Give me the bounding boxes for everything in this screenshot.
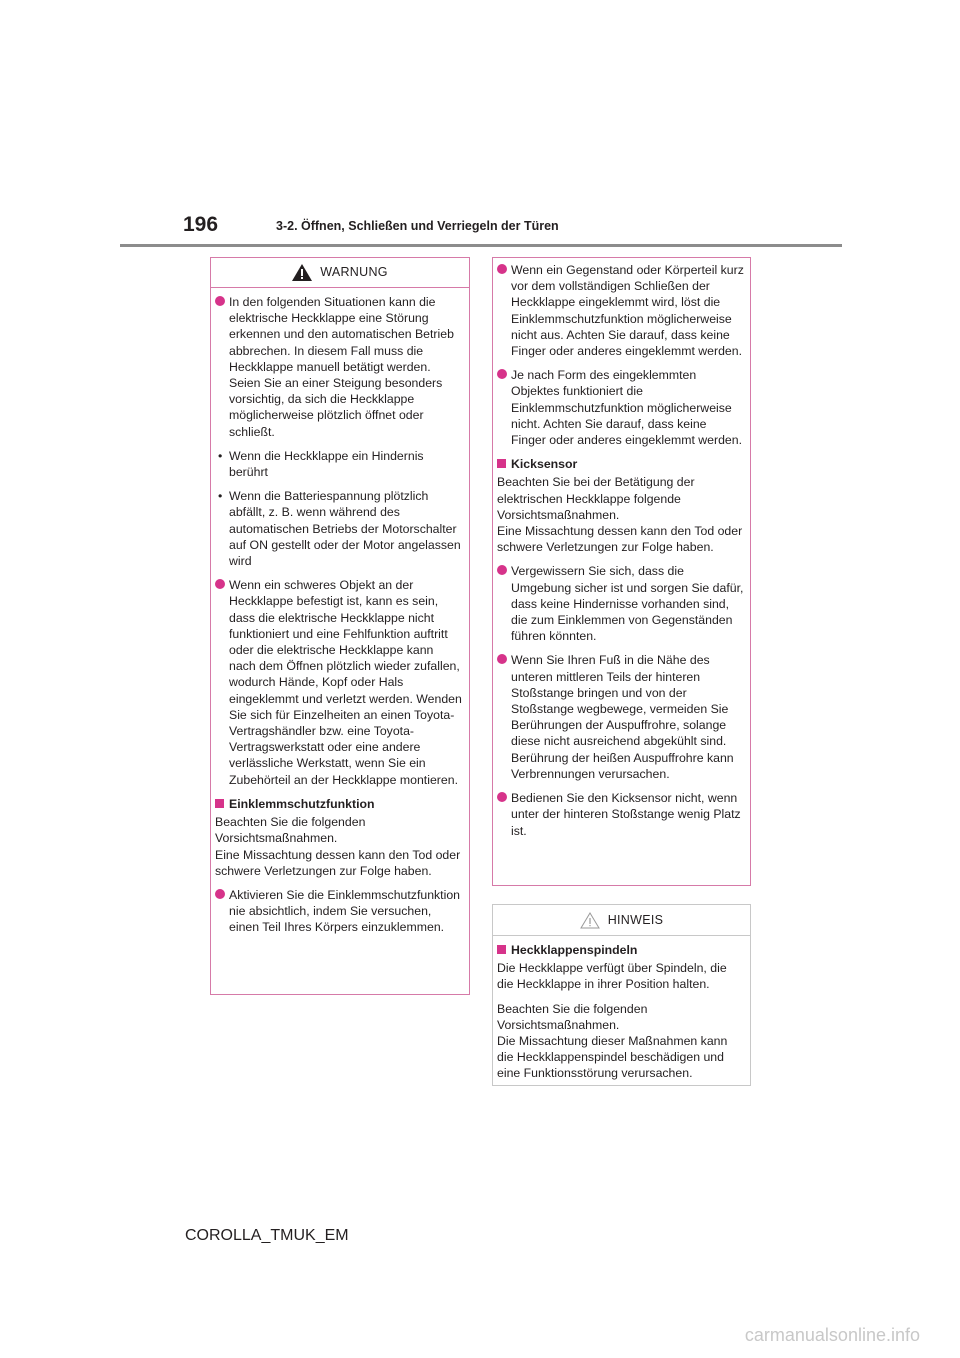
bullet-dot-icon <box>215 579 225 589</box>
heading-square-icon <box>215 799 224 808</box>
bullet-dot-icon <box>215 889 225 899</box>
item-text: Beachten Sie bei der Betätigung der elektrischen Heckklappe folgende Vorsichtsmaßnahmen. Eine Missachtung dessen kann den Tod oder schwere Verletzungen zur Folge haben. <box>497 475 743 555</box>
section-heading <box>497 456 744 472</box>
item-text: Wenn die Heckklappe ein Hindernis berührt <box>229 448 424 480</box>
paragraph <box>497 474 744 555</box>
bullet-item <box>497 262 744 359</box>
warning-body <box>211 288 469 950</box>
sub-bullet-icon: • <box>218 489 223 504</box>
paragraph <box>215 814 463 879</box>
warning-title: WARNUNG <box>320 265 388 280</box>
item-text: Beachten Sie die folgenden Vorsichtsmaßnahmen. Eine Missachtung dessen kann den Tod oder schwere Verletzungen zur Folge haben. <box>215 815 461 878</box>
chapter-title: 3-2. Öffnen, Schließen und Verriegeln der Türen <box>276 219 559 233</box>
bullet-dot-icon <box>497 654 507 664</box>
item-text: Die Heckklappe verfügt über Spindeln, die die Heckklappe in ihrer Position halten. <box>497 961 727 992</box>
bullet-item <box>215 577 463 788</box>
item-text: Wenn Sie Ihren Fuß in die Nähe des unteren mittleren Teils der hinteren Stoßstange bringen und von der Stoßstange wegbewege, vermeiden Sie Berührungen der Auspuffrohre, solange diese nicht ausreichend abgekühlt sind. Berührung der heißen Auspuffrohre kann Verbrennungen verursachen. <box>511 653 734 781</box>
item-text: Wenn die Batteriespannung plötzlich abfällt, z. B. wenn während des automatischen Betriebs der Motorschalter auf ON gestellt oder der Motor angelassen wird <box>229 489 461 569</box>
item-text: Heckklappenspindeln <box>511 943 638 957</box>
paragraph <box>497 960 744 992</box>
heading-square-icon <box>497 459 506 468</box>
item-text: Vergewissern Sie sich, dass die Umgebung sicher ist und sorgen Sie dafür, dass keine Hindernisse vorhanden sind, die zum Einklemmen von Gegenständen führen könnten. <box>511 564 744 644</box>
sub-bullet-icon: • <box>218 448 223 463</box>
bullet-dot-icon <box>497 369 507 379</box>
bullet-item <box>497 790 744 839</box>
bullet-item <box>497 367 744 448</box>
item-text: Wenn ein Gegenstand oder Körperteil kurz vor dem vollständigen Schließen der Heckklappe eingeklemmt wird, löst die Einklemmschutzfunktion möglicherweise nicht aus. Achten Sie darauf, dass keine Finger oder anderes eingeklemmt werden. <box>511 263 744 359</box>
item-text: Bedienen Sie den Kicksensor nicht, wenn unter der hinteren Stoßstange wenig Platz ist. <box>511 791 741 838</box>
item-text: Je nach Form des eingeklemmten Objektes funktioniert die Einklemmschutzfunktion möglicherweise nicht. Achten Sie darauf, dass keine Finger oder anderes eingeklemmt werden. <box>511 368 743 448</box>
bullet-dot-icon <box>497 264 507 274</box>
caution-outline-icon <box>580 912 600 929</box>
item-text: Aktivieren Sie die Einklemmschutzfunktion nie absichtlich, indem Sie versuchen, einen Teil Ihres Körpers einzuklemmen. <box>229 887 461 935</box>
warning-continued-body <box>493 258 750 853</box>
footer-document-code: COROLLA_TMUK_EM <box>185 1227 349 1244</box>
section-heading <box>497 942 744 958</box>
note-box <box>492 904 751 1086</box>
heading-square-icon <box>497 945 506 954</box>
bullet-dot-icon <box>215 296 225 306</box>
bullet-item <box>497 563 744 644</box>
sub-list-item <box>215 448 463 480</box>
warning-box-continued <box>492 257 751 886</box>
bullet-dot-icon <box>497 792 507 802</box>
item-text: Beachten Sie die folgenden Vorsichtsmaßnahmen. Die Missachtung dieser Maßnahmen kann die Heckklappenspindel beschädigen und eine Funktionsstörung verursachen. <box>497 1001 728 1081</box>
note-body <box>493 936 750 1096</box>
bullet-dot-icon <box>497 565 507 575</box>
item-text: Kicksensor <box>511 457 578 472</box>
bullet-item <box>215 887 463 936</box>
note-title: HINWEIS <box>607 912 664 927</box>
bullet-item <box>497 652 744 782</box>
warning-box <box>210 257 470 995</box>
sub-list-item <box>215 488 463 569</box>
item-text: Einklemmschutzfunktion <box>229 796 375 811</box>
bullet-item <box>215 294 463 440</box>
note-header <box>493 905 750 936</box>
watermark-text: carmanualsonline.info <box>744 1325 920 1345</box>
item-text: Wenn ein schweres Objekt an der Heckklappe befestigt ist, kann es sein, dass die elektrische Heckklappe nicht funktioniert und eine Fehlfunktion auftritt oder die elektrische Heckklappe kann nach dem Öffnen plötzlich wieder zufallen, wodurch Hände, Kopf oder Hals eingeklemmt und verletzt werden. Wenden Sie sich für Einzelheiten an einen Toyota-Vertragshändler bzw. eine Toyota-Vertragswerkstatt oder eine andere verlässliche Werkstatt, wenn Sie ein Zubehörteil an der Heckklappe montieren. <box>229 578 462 787</box>
section-heading <box>215 796 463 812</box>
header-rule <box>120 244 842 247</box>
paragraph <box>497 1001 744 1082</box>
warning-header <box>211 258 469 288</box>
page-number: 196 <box>183 213 219 236</box>
warning-icon <box>292 264 312 281</box>
item-text: In den folgenden Situationen kann die elektrische Heckklappe eine Störung erkennen und den automatischen Betrieb abbrechen. In diesem Fall muss die Heckklappe manuell betätigt werden. Seien Sie an einer Steigung besonders vorsichtig, da sich die Heckklappe möglicherweise plötzlich öffnet oder schließt. <box>229 295 454 439</box>
